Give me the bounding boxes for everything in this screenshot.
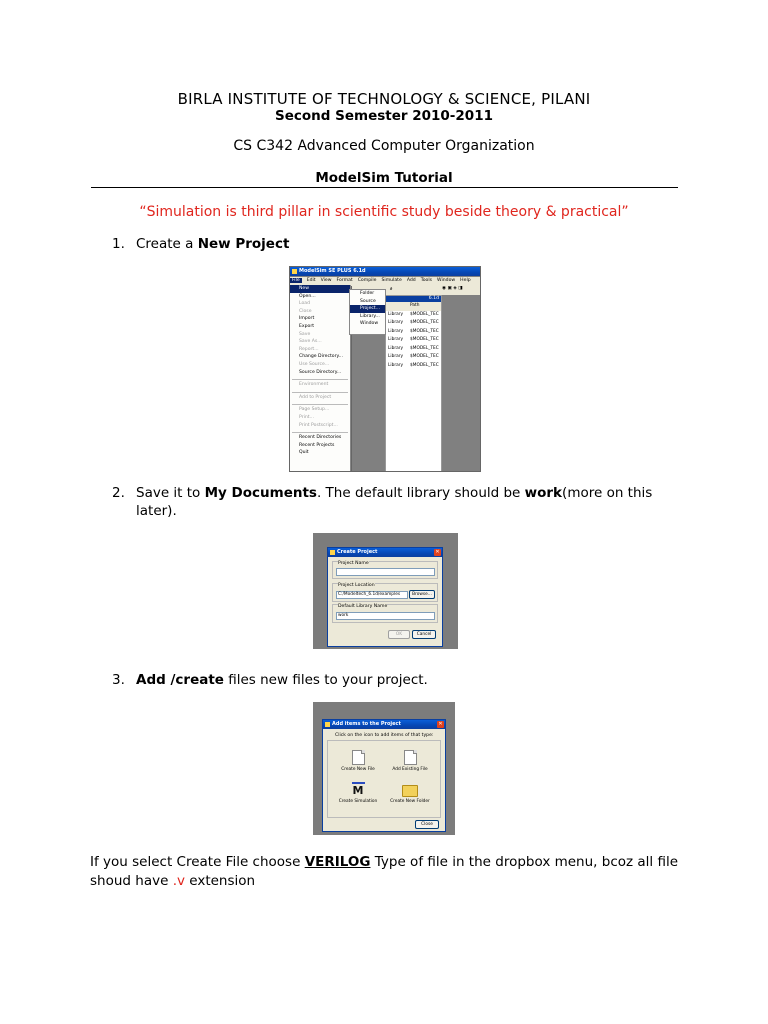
library-row[interactable]: Library $MODEL_TEC [388, 354, 439, 359]
add-items-screenshot [313, 702, 455, 835]
library-row[interactable]: Library $MODEL_TEC [388, 362, 439, 368]
create-simulation-item[interactable]: M Create Simulation [338, 784, 378, 804]
verilog-keyword: VERILOG [304, 854, 371, 870]
step-2-bold-work: work [524, 485, 563, 501]
project-name-field[interactable] [336, 568, 435, 576]
file-menu-item[interactable]: Load [299, 301, 311, 307]
binoculars-icon: ⌕ [390, 287, 393, 292]
create-project-screenshot [313, 533, 458, 649]
file-menu-item[interactable]: Print... [299, 414, 314, 420]
file-menu-item[interactable]: Recent Projects [299, 442, 335, 448]
file-menu-item[interactable]: Open... [299, 293, 316, 299]
new-submenu-item[interactable]: Source [360, 298, 376, 304]
new-file-icon [352, 750, 365, 765]
step-3: 3. Add /create files new files to your project. [112, 672, 428, 688]
step-1-bold: New Project [197, 236, 290, 252]
new-submenu-item[interactable]: Window [360, 321, 379, 327]
menubar-item[interactable]: Simulate [381, 278, 402, 283]
menubar-item[interactable]: Window [437, 278, 456, 283]
doc-title: ModelSim Tutorial [315, 170, 453, 186]
menubar-item[interactable]: Add [406, 278, 416, 283]
existing-file-icon [404, 750, 417, 765]
step-3-bold: Add /create [136, 672, 224, 688]
library-panel: 6.1d Path Library $MODEL_TEC Library $MODEL_TEC Library $MODEL_TEC Library $MODEL_TEC Library $MODEL_TEC Library $MODEL_TEC Library $MODEL_TEC [385, 295, 442, 472]
file-menu [290, 285, 351, 471]
step-1: 1. Create a New Project [112, 236, 290, 252]
menubar-item[interactable]: Format [336, 278, 353, 283]
add-items-dialog: Add items to the Project ✕ Click on the icon to add items of that type: Create New File Add Existing File M Create Simulation Create New Folder Close [322, 719, 446, 832]
file-menu-item[interactable]: Quit [299, 450, 309, 456]
menubar-item[interactable]: Help [460, 278, 471, 283]
file-menu-item[interactable]: Add to Project [299, 394, 332, 400]
file-menu-item[interactable]: Source Directory... [299, 369, 342, 375]
new-submenu-item[interactable]: Folder [360, 291, 375, 296]
library-row[interactable]: Library $MODEL_TEC [388, 311, 439, 317]
file-menu-item[interactable]: Report... [299, 346, 319, 352]
create-project-dialog: Create Project ✕ Project Name Project Location C:/Modeltech_6.1d/examples Browse... Default Library Name work OK Cancel [327, 547, 443, 647]
close-button[interactable]: Close [415, 820, 439, 829]
verilog-note: If you select Create File choose VERILOG Type of file in the dropbox menu, bcoz all file shoud have .v extension [90, 854, 679, 889]
menubar-item[interactable]: Edit [306, 278, 316, 283]
institute-heading: BIRLA INSTITUTE OF TECHNOLOGY & SCIENCE, PILANI [177, 90, 591, 108]
file-menu-item[interactable]: Environment [299, 382, 329, 388]
app-icon [330, 550, 335, 555]
step-2-bold: My Documents [204, 485, 317, 501]
folder-icon [402, 785, 418, 797]
file-menu-item[interactable]: Save [299, 331, 311, 337]
close-icon[interactable]: ✕ [438, 721, 443, 727]
ok-button[interactable]: OK [388, 630, 410, 639]
file-menu-item[interactable]: New [290, 285, 350, 293]
quote: “Simulation is third pillar in scientific study beside theory & practical” [139, 204, 629, 220]
default-library-field[interactable]: work [336, 612, 435, 620]
modelsim-file-menu-screenshot [289, 266, 481, 472]
modelsim-menubar [290, 277, 480, 285]
menubar-item[interactable]: File [292, 278, 300, 283]
file-menu-item[interactable]: Use Source... [299, 361, 330, 367]
cancel-button[interactable]: Cancel [412, 630, 436, 639]
file-menu-item[interactable]: Page Setup... [299, 407, 330, 413]
file-extension: .v [172, 873, 185, 889]
course-heading: CS C342 Advanced Computer Organization [233, 138, 535, 154]
create-new-folder-item[interactable]: Create New Folder [385, 782, 435, 804]
new-submenu [349, 289, 386, 335]
app-icon [325, 722, 330, 727]
add-existing-file-item[interactable]: Add Existing File [385, 750, 435, 772]
file-menu-item[interactable]: Save As... [299, 339, 322, 345]
step-number: 1. [112, 236, 125, 252]
project-location-field[interactable]: C:/Modeltech_6.1d/examples [336, 591, 408, 599]
toolbar-icons: ◉ ▣ ◈ ◨ [442, 286, 463, 291]
file-menu-item[interactable]: Import [299, 316, 315, 322]
library-row[interactable]: Library $MODEL_TEC [388, 328, 439, 334]
add-items-instruction: Click on the icon to add items of that type: [335, 733, 434, 738]
modelsim-app-icon [292, 269, 297, 274]
close-icon[interactable]: ✕ [435, 549, 440, 555]
modelsim-m-icon: M [352, 784, 364, 797]
browse-button[interactable]: Browse... [409, 590, 435, 599]
menubar-item[interactable]: Tools [420, 278, 433, 283]
menubar-item[interactable]: Compile [357, 278, 377, 283]
create-new-file-item[interactable]: Create New File [333, 750, 383, 772]
title-divider [91, 187, 678, 188]
library-row[interactable]: Library $MODEL_TEC [388, 337, 439, 342]
file-menu-item[interactable]: Change Directory... [299, 354, 343, 360]
modelsim-title-bar: ModelSim SE PLUS 6.1d [290, 267, 480, 276]
library-row[interactable]: Library $MODEL_TEC [388, 320, 439, 325]
menubar-item[interactable]: View [320, 278, 332, 283]
file-menu-item[interactable]: Print Postscript... [299, 422, 338, 428]
library-row[interactable]: Library $MODEL_TEC [388, 345, 439, 351]
file-menu-item[interactable]: Export [299, 323, 315, 329]
new-submenu-item[interactable]: Project... [350, 305, 385, 313]
new-submenu-item[interactable]: Library... [360, 313, 380, 319]
step-2: 2. Save it to My Documents. The default library should be work(more on this later). [112, 485, 653, 519]
file-menu-item[interactable]: Close [299, 308, 312, 314]
file-menu-item[interactable]: Recent Directories [299, 435, 342, 441]
semester-heading: Second Semester 2010-2011 [275, 108, 493, 124]
